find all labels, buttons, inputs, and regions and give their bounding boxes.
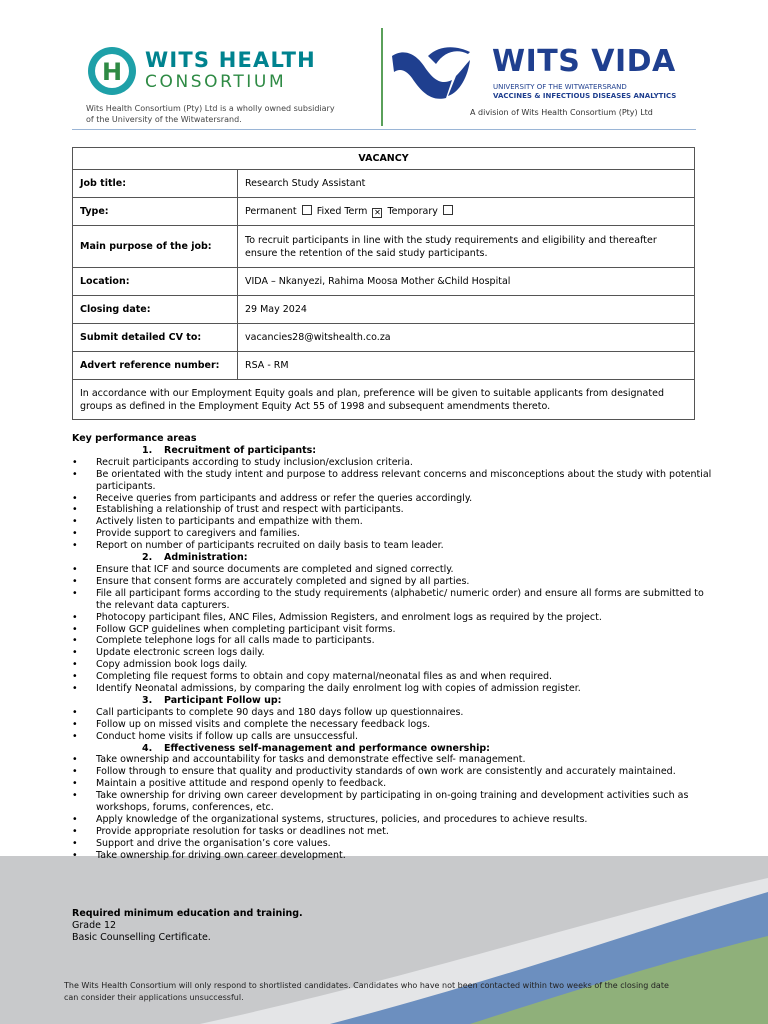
- education-heading: Required minimum education and training.: [72, 908, 303, 919]
- kpa-bullet-list: [72, 457, 712, 552]
- submit-cv-label: Submit detailed CV to:: [73, 324, 238, 352]
- list-item: • Follow through to ensure that quality and productivity standards of own work are consistently and accurately maintained.: [72, 766, 712, 778]
- table-row: [73, 380, 695, 420]
- vida-division: A division of Wits Health Consortium (Pty) Ltd: [470, 108, 653, 117]
- type-fixed-label: Fixed Term: [316, 206, 368, 217]
- list-item: • Follow GCP guidelines when completing participant visit forms.: [72, 624, 712, 636]
- vida-university: UNIVERSITY OF THE WITWATERSRAND: [493, 83, 627, 91]
- svg-text:H: H: [101, 58, 123, 86]
- list-item: • Complete telephone logs for all calls made to participants.: [72, 635, 712, 647]
- list-item: • File all participant forms according to the study requirements (alphabetic/ numeric order) and ensure all forms are submitted to the relevant data capturers.: [72, 588, 712, 612]
- list-item: • Copy admission book logs daily.: [72, 659, 712, 671]
- vida-analytics: VACCINES & INFECTIOUS DISEASES ANALYTICS: [493, 92, 677, 100]
- permanent-checkbox[interactable]: [302, 205, 312, 215]
- kpa-section-title: Participant Follow up:: [164, 694, 282, 706]
- list-item: • Update electronic screen logs daily.: [72, 647, 712, 659]
- list-item: • Ensure that consent forms are accurately completed and signed by all parties.: [72, 576, 712, 588]
- list-item: • Maintain a positive attitude and respond openly to feedback.: [72, 778, 712, 790]
- list-item: • Take ownership for driving own career development by participating in on-going training and development activities such as workshops, forums, conferences, etc.: [72, 790, 712, 814]
- location-label: Location:: [73, 268, 238, 296]
- list-item: • Support and drive the organisation’s core values.: [72, 838, 712, 850]
- list-item: • Completing file request forms to obtain and copy maternal/neonatal files as and when required.: [72, 671, 712, 683]
- whc-name-line2: CONSORTIUM: [145, 72, 287, 92]
- kpa-section-title: Recruitment of participants:: [164, 444, 317, 456]
- table-row: [73, 148, 695, 170]
- reference-value: RSA - RM: [238, 352, 695, 380]
- job-title-value: Research Study Assistant: [238, 170, 695, 198]
- vacancy-table: [72, 147, 695, 420]
- list-item: • Establishing a relationship of trust and respect with participants.: [72, 504, 712, 516]
- vida-title: WITS VIDA: [492, 44, 676, 79]
- vida-logo-icon: [386, 46, 474, 102]
- list-item: • Take ownership for driving own career development.: [72, 850, 712, 862]
- kpa-bullet-list: [72, 707, 712, 743]
- key-performance-areas: [72, 433, 712, 862]
- education-item: Grade 12: [72, 920, 117, 932]
- submit-cv-email[interactable]: vacancies28@witshealth.co.za: [238, 324, 695, 352]
- reference-label: Advert reference number:: [73, 352, 238, 380]
- list-item: • Photocopy participant files, ANC Files, Admission Registers, and enrolment logs as required by the project.: [72, 612, 712, 624]
- table-row: [73, 324, 695, 352]
- location-value: VIDA – Nkanyezi, Rahima Moosa Mother &Child Hospital: [238, 268, 695, 296]
- type-label: Type:: [73, 198, 238, 226]
- list-item: • Conduct home visits if follow up calls are unsuccessful.: [72, 731, 712, 743]
- list-item: • Call participants to complete 90 days and 180 days follow up questionnaires.: [72, 707, 712, 719]
- header-rule: [72, 129, 696, 130]
- list-item: • Be orientated with the study intent and purpose to address relevant concerns and misconceptions about the study with potential participants.: [72, 469, 712, 493]
- list-item: • Recruit participants according to study inclusion/exclusion criteria.: [72, 457, 712, 469]
- list-item: • Take ownership and accountability for tasks and demonstrate effective self- management.: [72, 754, 712, 766]
- purpose-label: Main purpose of the job:: [73, 226, 238, 268]
- kpa-section-heading: [72, 445, 712, 457]
- table-row: [73, 296, 695, 324]
- kpa-section-number: 1.: [142, 444, 153, 456]
- purpose-value: To recruit participants in line with the study requirements and eligibility and thereafter ensure the retention of the said study participants.: [238, 226, 695, 268]
- kpa-section-number: 4.: [142, 742, 153, 754]
- list-item: • Apply knowledge of the organizational systems, structures, policies, and procedures to achieve results.: [72, 814, 712, 826]
- list-item: • Provide appropriate resolution for tasks or deadlines not met.: [72, 826, 712, 838]
- fixed-term-checkbox[interactable]: ✕: [374, 208, 381, 217]
- kpa-section-number: 2.: [142, 552, 153, 564]
- list-item: • Actively listen to participants and empathize with them.: [72, 516, 712, 528]
- education-section: [72, 908, 303, 945]
- education-item: Basic Counselling Certificate.: [72, 932, 211, 944]
- list-item: • Identify Neonatal admissions, by comparing the daily enrolment log with copies of admission register.: [72, 683, 712, 695]
- whc-name-line1: WITS HEALTH: [145, 48, 316, 72]
- kpa-bullet-list: [72, 564, 712, 695]
- kpa-section-title: Effectiveness self-management and performance ownership:: [164, 742, 490, 754]
- kpa-sections: [72, 445, 712, 862]
- list-item: • Ensure that ICF and source documents are completed and signed correctly.: [72, 564, 712, 576]
- closing-date-label: Closing date:: [73, 296, 238, 324]
- list-item: • Provide support to caregivers and families.: [72, 528, 712, 540]
- list-item: • Follow up on missed visits and complete the necessary feedback logs.: [72, 719, 712, 731]
- header-divider: [381, 28, 383, 126]
- kpa-bullet-list: [72, 754, 712, 861]
- table-row: [73, 352, 695, 380]
- job-title-label: Job title:: [73, 170, 238, 198]
- kpa-heading: Key performance areas: [72, 433, 197, 444]
- list-item: • Report on number of participants recruited on daily basis to team leader.: [72, 540, 712, 552]
- whc-subtitle: Wits Health Consortium (Pty) Ltd is a wholly owned subsidiary of the University of the Witwatersrand.: [86, 104, 335, 124]
- kpa-section-heading: [72, 552, 712, 564]
- footer-note: The Wits Health Consortium will only respond to shortlisted candidates. Candidates who have not been contacted within two weeks of the closing date can consider their applications unsuccessful.: [64, 981, 669, 1002]
- type-temporary-label: Temporary: [387, 206, 438, 217]
- table-row: [73, 268, 695, 296]
- list-item: • Receive queries from participants and address or refer the queries accordingly.: [72, 493, 712, 505]
- equity-statement: In accordance with our Employment Equity goals and plan, preference will be given to suitable applicants from designated groups as defined in the Employment Equity Act 55 of 1998 and subsequent amendments thereto.: [73, 380, 695, 420]
- table-row: [73, 170, 695, 198]
- type-options: [238, 198, 695, 226]
- table-row: [73, 226, 695, 268]
- table-row: [73, 198, 695, 226]
- kpa-section-heading: [72, 743, 712, 755]
- kpa-section-heading: [72, 695, 712, 707]
- temporary-checkbox[interactable]: [443, 205, 453, 215]
- type-permanent-label: Permanent: [245, 206, 297, 217]
- kpa-section-number: 3.: [142, 694, 153, 706]
- vacancy-title: VACANCY: [73, 148, 695, 170]
- kpa-section-title: Administration:: [164, 552, 248, 564]
- closing-date-value: 29 May 2024: [238, 296, 695, 324]
